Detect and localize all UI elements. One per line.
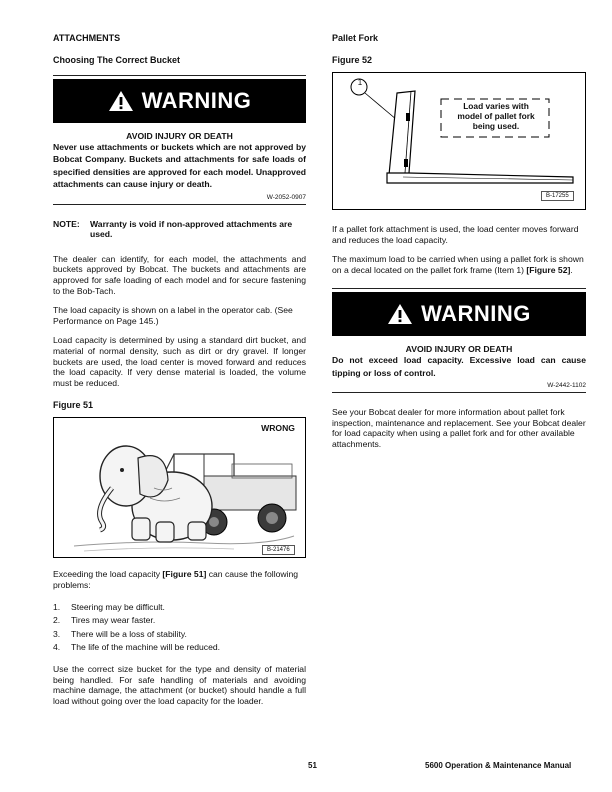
- figure-51-label: Figure 51: [53, 400, 94, 411]
- paragraph: The load capacity is shown on a label in the operator cab. (See Performance on Page 145.): [53, 305, 293, 326]
- paragraph: The dealer can identify, for each model, the attachments and buckets approved by Bobcat. The buckets and attachments are approved for safe loading of each model and for secure fastening to the Bob-Tach.: [53, 253, 306, 296]
- list-item: 4. The life of the machine will be reduced.: [53, 642, 221, 653]
- paragraph: See your Bobcat dealer for more information about pallet fork inspection, maintenance and replacement. See your Bobcat dealer for load capacity when using a pallet fork and for other available attachments.: [332, 407, 586, 449]
- left-column: [53, 33, 306, 706]
- list-item: 1. Steering may be difficult.: [53, 601, 165, 612]
- figure-51: [53, 417, 306, 558]
- paragraph: Load capacity is determined by using a standard dirt bucket, and material of normal density, such as dirt or dry gravel. If longer buckets are used, the load center is moved forward and reduces the load capacity. If very dense material is loaded, the volume must be reduced.: [53, 335, 306, 388]
- wrong-label: WRONG: [261, 423, 295, 434]
- warning-title: WARNING: [421, 301, 531, 327]
- figure-52-label: Figure 52: [332, 55, 373, 65]
- note-label: NOTE:: [53, 218, 80, 229]
- avoid-injury-text: AVOID INJURY OR DEATH: [405, 344, 513, 355]
- paragraph: Exceeding the load capacity [Figure 51] can cause the following problems:: [53, 569, 299, 590]
- warning-triangle-icon: [108, 90, 134, 112]
- note-text: Warranty is void if non-approved attachments are used.: [90, 218, 293, 240]
- note: [53, 219, 306, 240]
- figure-code: B-17255: [541, 191, 574, 201]
- pallet-fork-illustration: [333, 73, 585, 209]
- warning-title: WARNING: [141, 88, 252, 113]
- problem-list: [53, 601, 306, 655]
- warning-banner: [332, 292, 586, 336]
- figure-code: B-21476: [262, 545, 295, 555]
- warning-block-2: [332, 288, 586, 393]
- warning-body: Do not exceed load capacity. Excessive load can cause tipping or loss of control.: [332, 355, 586, 378]
- list-item: 3. There will be a loss of stability.: [53, 628, 187, 639]
- section-heading: Pallet Fork: [332, 33, 379, 43]
- paragraph: Use the correct size bucket for the type and density of material being handled. For safe handling of materials and avoiding machine damage, the attachment (or bucket) should handle a full load without going over the load capacity for the loader.: [53, 663, 306, 706]
- warning-triangle-icon: [387, 303, 413, 325]
- callout-number: 1: [357, 78, 363, 87]
- warning-code: W-2442-1102: [547, 382, 586, 390]
- subsection-heading: Choosing The Correct Bucket: [53, 55, 181, 65]
- warning-body: Never use attachments or buckets which are not approved by Bobcat Company. Buckets and attachments for safe loads of specified densities are approved for each model. Unapproved attachments can cause injury or death.: [53, 142, 306, 190]
- pallet-fork-decal: Load varies with model of pallet fork being used.: [457, 101, 535, 131]
- figure-52: [332, 72, 586, 210]
- page-number: 51: [308, 761, 317, 770]
- right-column: [332, 33, 586, 450]
- avoid-injury-text: AVOID INJURY OR DEATH: [126, 131, 233, 141]
- warning-banner: [53, 79, 306, 123]
- warning-code: W-2052-0907: [266, 193, 306, 201]
- section-heading: ATTACHMENTS: [53, 33, 121, 43]
- warning-block-1: [53, 75, 306, 205]
- paragraph: The maximum load to be carried when using a pallet fork is shown on a decal located on the pallet fork frame (Item 1) [Figure 52].: [332, 254, 584, 275]
- paragraph: If a pallet fork attachment is used, the load center moves forward and reduces the load capacity.: [332, 224, 579, 245]
- list-item: 2. Tires may wear faster.: [53, 615, 156, 626]
- elephant-on-utility-vehicle-illustration: [54, 418, 305, 557]
- manual-title: 5600 Operation & Maintenance Manual: [425, 761, 572, 770]
